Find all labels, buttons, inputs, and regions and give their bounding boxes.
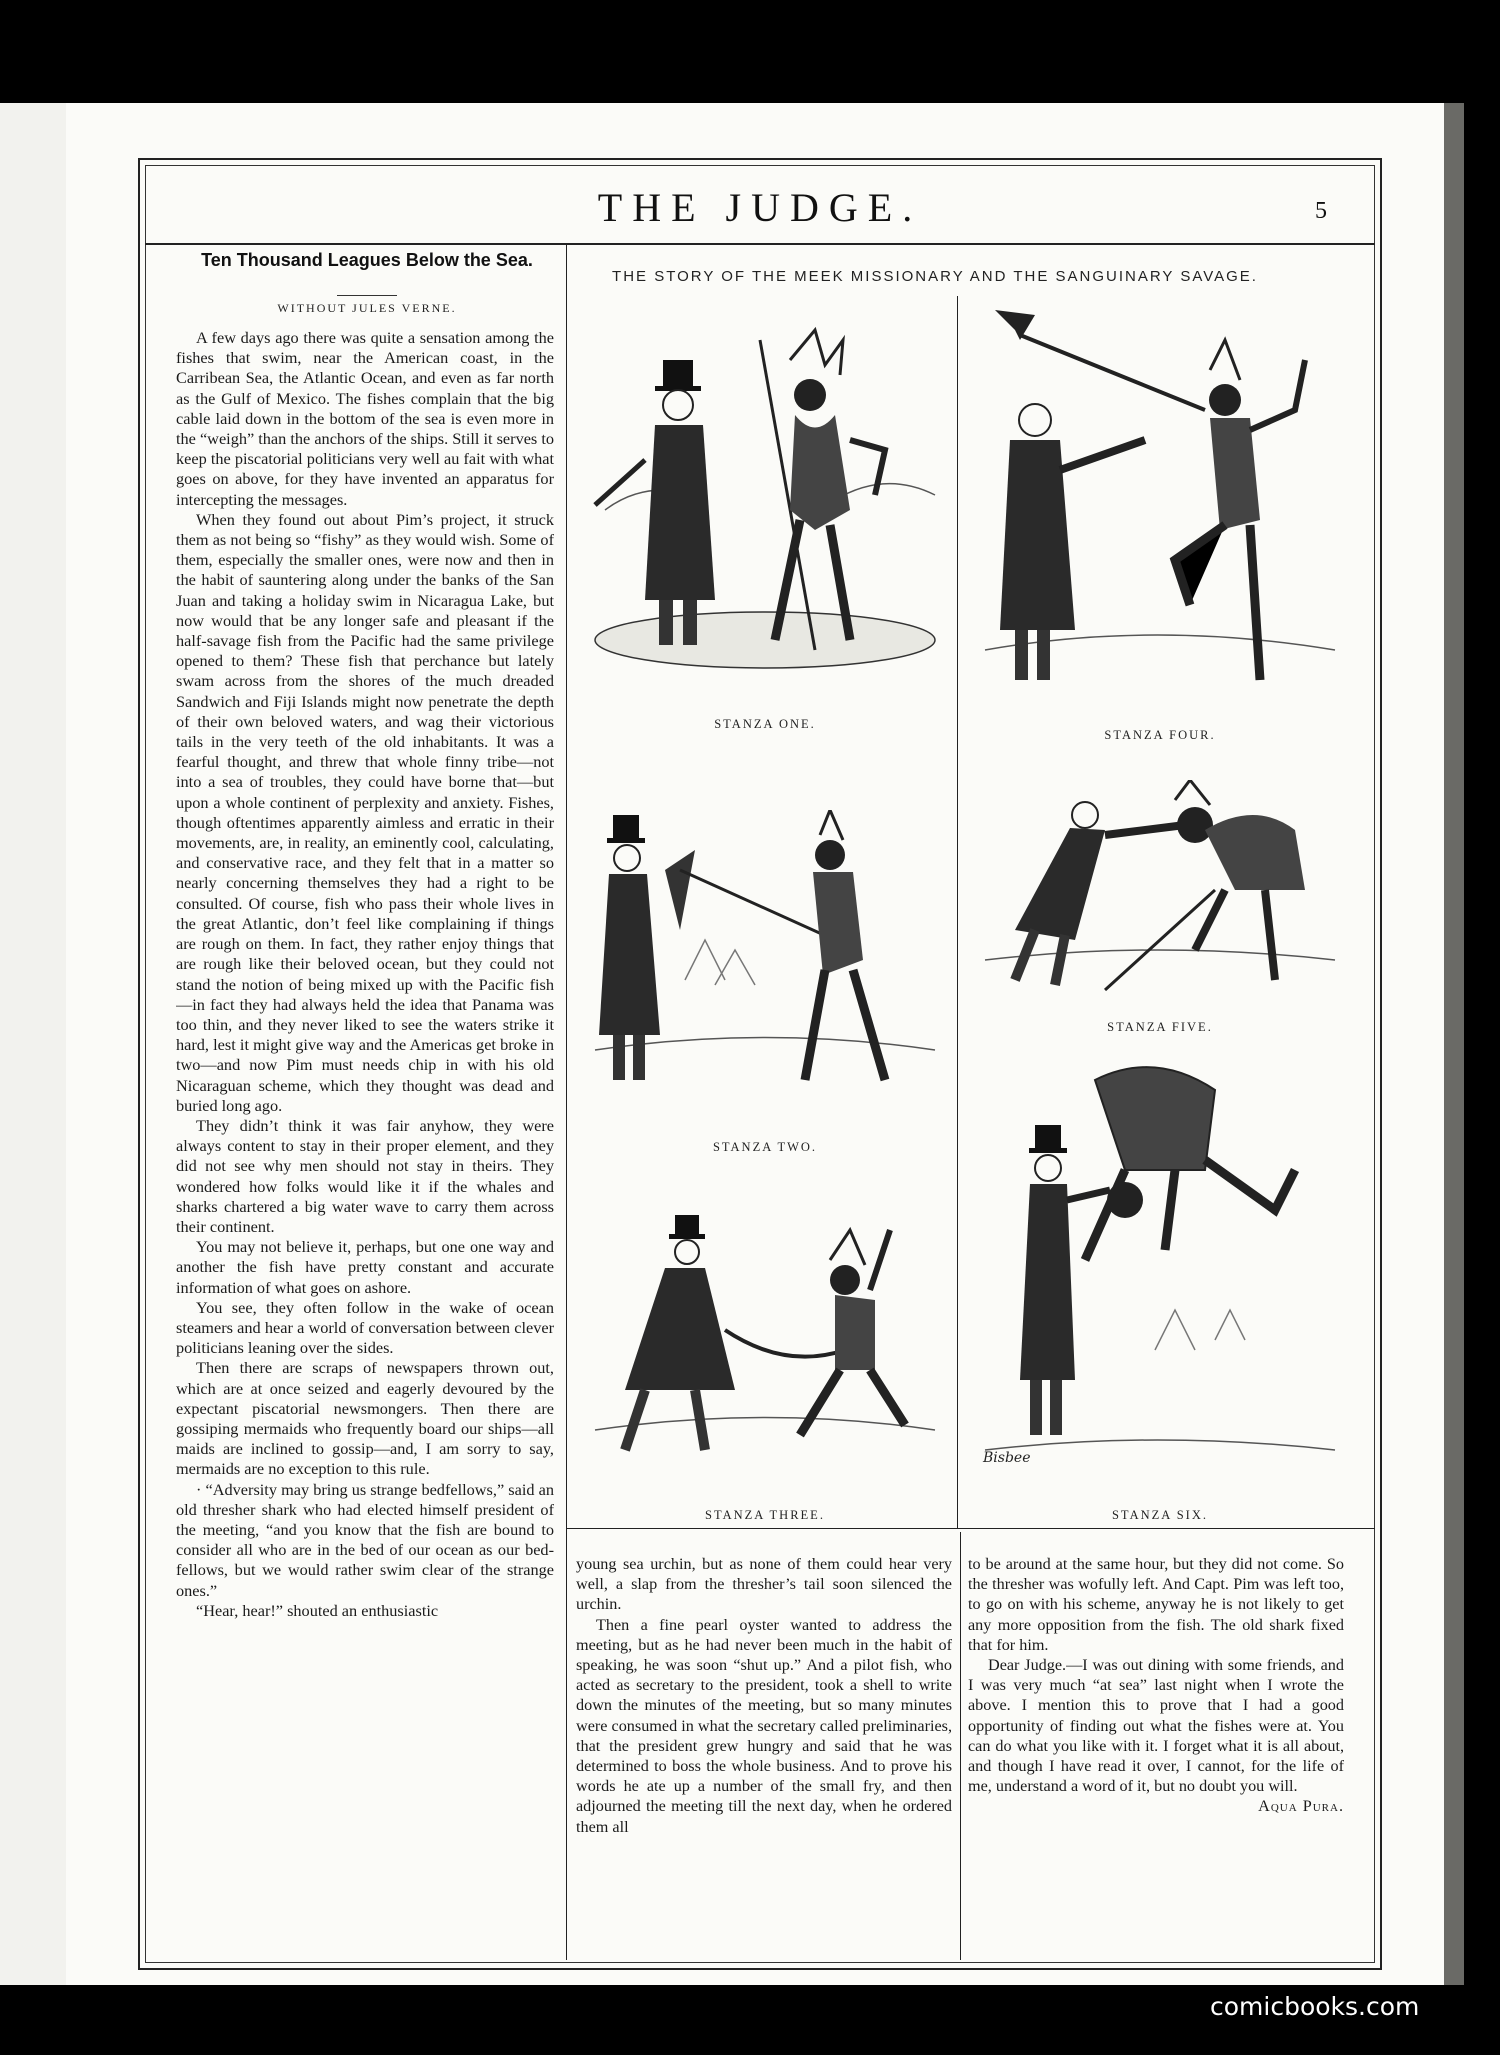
article-column-1 (176, 328, 554, 1960)
article-byline: WITHOUT JULES VERNE. (277, 301, 457, 315)
cartoon-panel-six (975, 1050, 1345, 1490)
caption-stanza-three: STANZA THREE. (705, 1508, 825, 1522)
caption-stanza-six: STANZA SIX. (1111, 1508, 1208, 1522)
signoff: Aqua Pura. (1258, 1797, 1344, 1816)
paragraph: “Hear, hear!” shouted an enthusiastic (196, 1600, 439, 1620)
paragraph: Then there are scraps of newspapers thrown out, which are at once seized and eagerly devoured by the expectant piscatorial newsmongers. Then there are gossiping mermaids who frequently board our ships—all maids are inclined to gossip—and, I am sorry to say, mermaids are no exception to this rule. (176, 1358, 554, 1479)
paragraph: young sea urchin, but as none of them could hear very well, a slap from the thresher’s tail soon silenced the urchin. (576, 1555, 952, 1614)
column-rule-mid (960, 1532, 961, 1960)
title-divider (337, 295, 397, 296)
page-gutter (0, 103, 69, 1985)
masthead-title: THE JUDGE. (597, 185, 923, 230)
masthead-rule (145, 243, 1375, 245)
paragraph: When they found out about Pim’s project, it struck them as not being so “fishy” as they would wish. Some of them, especially the smaller ones, were now and then in the habit of sauntering along under the banks of the San Juan and taking a holiday swim in Nicaragua Lake, but now would that be any longer safe and pleasant if the half-savage fish from the Pacific had the same privilege opened to them? These fish that perchance but lately swam across from the shores of the much dreaded Sandwich and Fiji Islands might now penetrate the depth of their own beloved waters, and wag their victorious tails in the very teeth of the old inhabitants. It was a fearful thought, and threw that whole finny tribe—not into a sea of troubles, they could have borne that—but upon a whole continent of perplexity and anxiety. Fishes, though oftentimes apparently aimless and erratic in their movements, are, in reality, an eminently cool, calculating, and conservative race, and they felt that in a matter so nearly concerning themselves they had a right to be consulted. Of course, fish who pass their whole lives in the great Atlantic, don’t feel like complaining if things are rough on them. In fact, they rather enjoy things that are rough like their beloved ocean, but they could not stand the notion of being mixed up with the Pacific fish—in fact they had always held the idea that Panama was too thin, and they never liked to see the waters strike it hard, lest it might give way and the Americas get broke in two—and now Pim must needs chip in with his old Nicaraguan scheme, which they thought was dead and buried long ago. (176, 509, 554, 1115)
paragraph: A few days ago there was quite a sensation among the fishes that swim, near the American coast, in the Carribean Sea, the Atlantic Ocean, and even as far north as the Gulf of Mexico. The fishes complain that the big cable laid down in the bottom of the sea is even more in the “weigh” than the anchors of the ships. Still it serves to keep the piscatorial politicians very well au fait with what goes on above, for they have invented an apparatus for intercepting the messages. (176, 328, 554, 509)
article-column-3 (968, 1554, 1344, 1959)
paragraph: They didn’t think it was fair anyhow, they were always content to stay in their proper element, and they did not see why men should not stay in theirs. They wondered how folks would like it if the whales and sharks chartered a big water wave to carry them across their continent. (176, 1115, 554, 1236)
cartoon-panel-two (585, 810, 945, 1110)
paragraph: Then a fine pearl oyster wanted to address the meeting, but as he had never been much in the habit of speaking, he was soon “shut up.” And a pilot fish, who acted as secretary to the president, took a shell to write down the minutes of the meeting, but so many minutes were consumed in what the secretary called preliminaries, that the president grew hungry and said that he was determined to boss the whole business. And to prove his words he ate up a number of the small fry, and then adjourned the meeting till the next day, when he ordered them all (576, 1615, 952, 1836)
paragraph: · “Adversity may bring us strange bedfellows,” said an old thresher shark who had elected himself president of the meeting, “and you know that the fish are bound to consider all who are in the bed of our ocean as our bed-fellows, but we would rather swim clear of the strange ones.” (176, 1479, 554, 1600)
paragraph: You see, they often follow in the wake of ocean steamers and hear a world of conversation between clever politicians leaning over the sides. (176, 1297, 554, 1358)
cartoon-panel-five (975, 780, 1345, 1010)
caption-stanza-two: STANZA TWO. (712, 1140, 818, 1154)
article-title: Ten Thousand Leagues Below the Sea. (201, 250, 533, 270)
page-number: 5 (1315, 198, 1327, 224)
cartoon-panel-three (585, 1210, 945, 1460)
paragraph: You may not believe it, perhaps, but one one way and another the fish have pretty constant and accurate information of what goes on ashore. (176, 1237, 554, 1297)
paragraph: Dear Judge.—I was out dining with some friends, and I was very much “at sea” last night when I wrote the above. I mention this to prove that I had a good opportunity of finding out what the fishes were at. You can do what you like with it. I forget what it is all about, and though I have read it over, I cannot, for the life of me, understand a word of it, but no doubt you will. (968, 1656, 1344, 1796)
caption-stanza-five: STANZA FIVE. (1107, 1020, 1213, 1034)
cartoon-bottom-rule (567, 1528, 1375, 1529)
page-edge (1444, 103, 1464, 1985)
cartoon-panel-one (585, 320, 945, 685)
caption-stanza-one: STANZA ONE. (714, 717, 816, 731)
article-column-2 (576, 1554, 952, 1959)
cartoon-center-rule (957, 296, 958, 1528)
column-rule-left (566, 245, 567, 1960)
paragraph: to be around at the same hour, but they did not come. So the thresher was wofully left. And Capt. Pim was left too, to go on with his scheme, anyway he is not likely to get any more opposition from the fish. The old shark fixed that for him. (968, 1555, 1344, 1654)
site-watermark: comicbooks.com (1210, 1992, 1420, 2021)
cartoon-panel-four (975, 300, 1345, 710)
caption-stanza-four: STANZA FOUR. (1104, 728, 1216, 742)
cartoon-title: THE STORY OF THE MEEK MISSIONARY AND THE SANGUINARY SAVAGE. (612, 268, 1258, 285)
artist-signature: Bisbee (983, 1450, 1031, 1466)
